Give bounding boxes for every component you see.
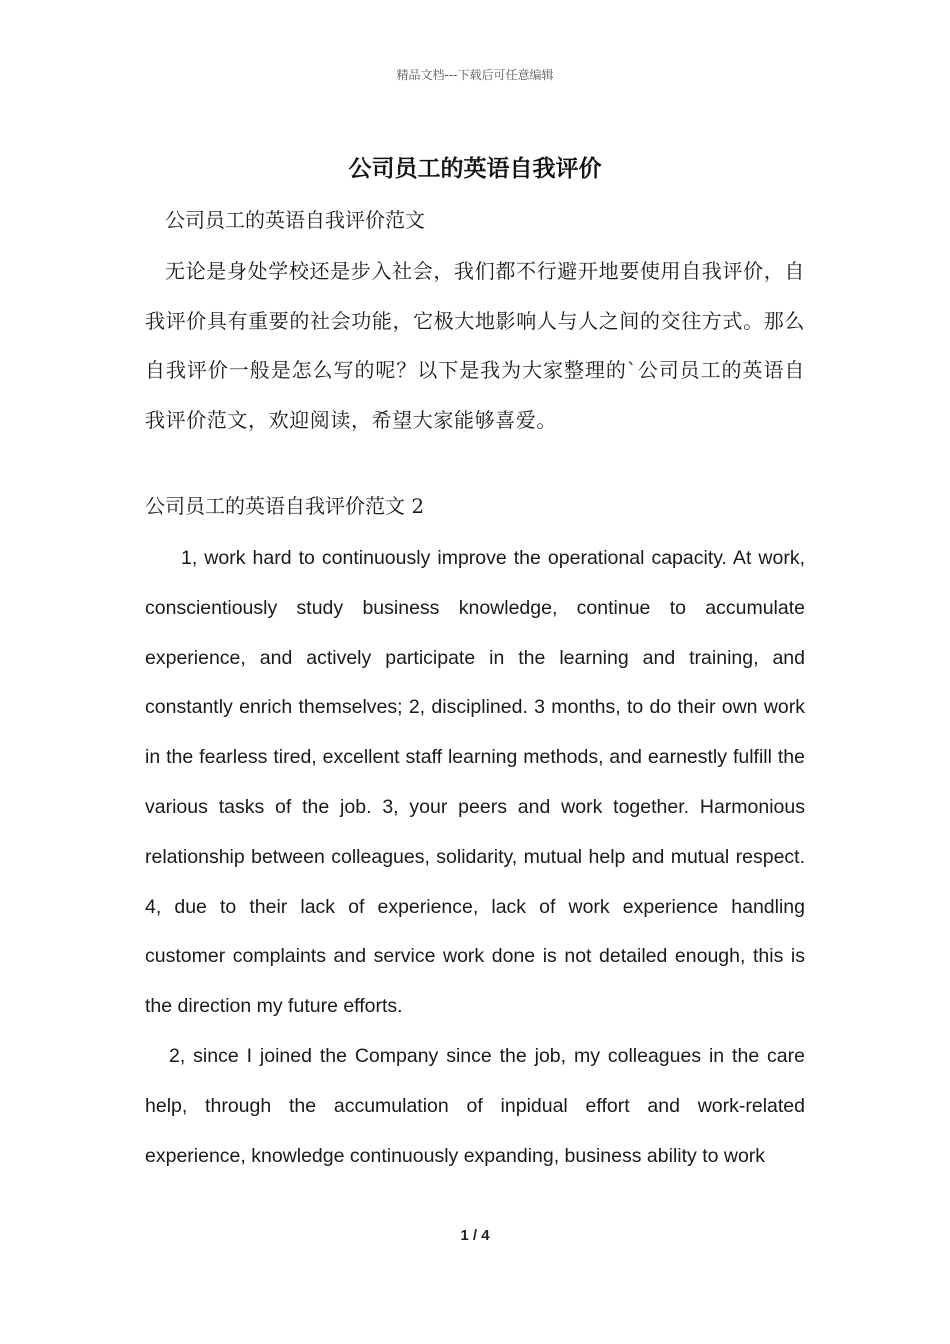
page-number: 1 / 4 [460,1227,490,1244]
english-paragraph-1: 1, work hard to continuously improve the operational capacity. At work, conscientiously study business knowledge, continue to accumulate experience, and actively participate in the learning and training, and constantly enrich themselves; 2, disciplined. 3 months, to do their own work in the fearless tired, excellent staff learning methods, and earnestly fulfill the various tasks of the job. 3, your peers and work together. Harmonious relationship between colleagues, solidarity, mutual help and mutual respect. 4, due to their lack of experience, lack of work experience handling customer complaints and service work done is not detailed enough, this is the direction my future efforts. [145,547,805,1018]
paragraph-spacer [145,445,805,491]
document-subtitle: 公司员工的英语自我评价范文 [165,208,425,232]
intro-paragraph: 无论是身处学校还是步入社会，我们都不行避开地要使用自我评价，自我评价具有重要的社会功能，它极大地影响人与人之间的交往方式。那么自我评价一般是怎么写的呢？以下是我为大家整理的`公司员工的英语自我评价范文，欢迎阅读，希望大家能够喜爱。 [145,259,805,432]
document-title: 公司员工的英语自我评价 [348,155,602,182]
document-body [145,197,805,1181]
section-heading: 公司员工的英语自我评价范文 2 [145,494,425,518]
page-header: 精品文档---下载后可任意编辑 [396,68,554,82]
english-paragraph-2: 2, since I joined the Company since the job, my colleagues in the care help, through the accumulation of inpidual effort and work-related experience, knowledge continuously expanding, business ability to work [145,1044,805,1167]
